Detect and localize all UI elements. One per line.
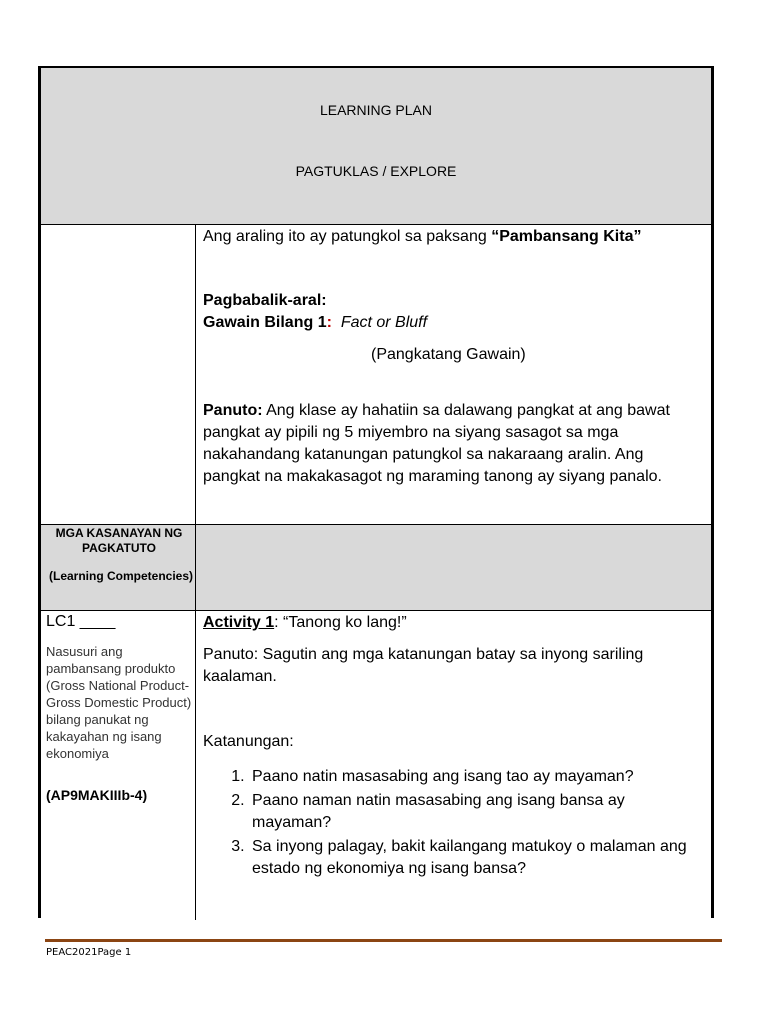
intro-topic: “Pambansang Kita” — [491, 228, 642, 245]
activity-title: : “Tanong ko lang!” — [274, 614, 407, 631]
task-heading — [203, 312, 703, 334]
lc-description: Nasusuri ang pambansang produkto (Gross National Product-Gross Domestic Product) bilang panukat ng kakayahan ng isang ekonomiya — [46, 644, 192, 761]
plan-header — [41, 68, 711, 225]
activity-instructions: Panuto: Sagutin ang mga katanungan batay sa inyong sariling kaalaman. — [203, 646, 644, 685]
task-label: Gawain Bilang 1 — [203, 314, 327, 331]
learning-plan-table — [38, 66, 714, 918]
competencies-subtitle: (Learning Competencies) — [49, 569, 194, 583]
intro-right-cell — [196, 224, 711, 524]
intro-row — [41, 224, 711, 525]
question-item: 2. Paano naman natin masasabing ang isang bansa ay mayaman? — [249, 790, 701, 834]
plan-title: LEARNING PLAN — [319, 102, 433, 118]
intro-left-cell — [41, 224, 196, 524]
question-item: 3. Sa inyong palagay, bakit kailangang matukoy o malaman ang estado ng ekonomiya ng isang bansa? — [249, 836, 701, 880]
plan-subtitle: PAGTUKLAS / EXPLORE — [295, 163, 457, 179]
instructions-label: Panuto: — [203, 402, 263, 419]
footer-rule — [45, 939, 722, 942]
intro-lead: Ang araling ito ay patungkol sa paksang — [203, 228, 492, 245]
instructions-text: Ang klase ay hahatiin sa dalawang pangkat at ang bawat pangkat ay pipili ng 5 miyembro na siyang sasagot sa mga nakahandang katanungan patungkol sa nakaraang aralin. Ang pangkat na makakasagot ng maraming tanong ay siyang panalo. — [203, 402, 670, 485]
intro-instructions — [203, 400, 703, 488]
task-name: Fact or Bluff — [340, 314, 428, 331]
activity-row — [41, 611, 711, 920]
questions-label: Katanungan: — [203, 733, 294, 750]
group-note: (Pangkatang Gawain) — [371, 346, 526, 363]
activity-cell — [196, 611, 711, 920]
footer-page-label: PEAC2021Page 1 — [46, 947, 132, 958]
task-colon: : — [326, 314, 332, 331]
lc-code: (AP9MAKIIIb-4) — [46, 787, 148, 803]
competencies-left-cell — [41, 525, 196, 610]
questions-list — [203, 766, 701, 882]
competencies-right-cell — [196, 525, 711, 610]
lc-title: LC1 ____ — [46, 613, 116, 630]
lc-cell — [41, 611, 196, 920]
competencies-title: MGA KASANAYAN NG PAGKATUTO — [55, 526, 183, 555]
activity-label: Activity 1 — [203, 614, 275, 631]
intro-sentence — [203, 226, 703, 248]
competencies-row — [41, 525, 711, 611]
activity-heading — [203, 612, 703, 634]
review-label: Pagbabalik-aral: — [203, 292, 327, 309]
question-item: 1. Paano natin masasabing ang isang tao ay mayaman? — [249, 766, 701, 788]
